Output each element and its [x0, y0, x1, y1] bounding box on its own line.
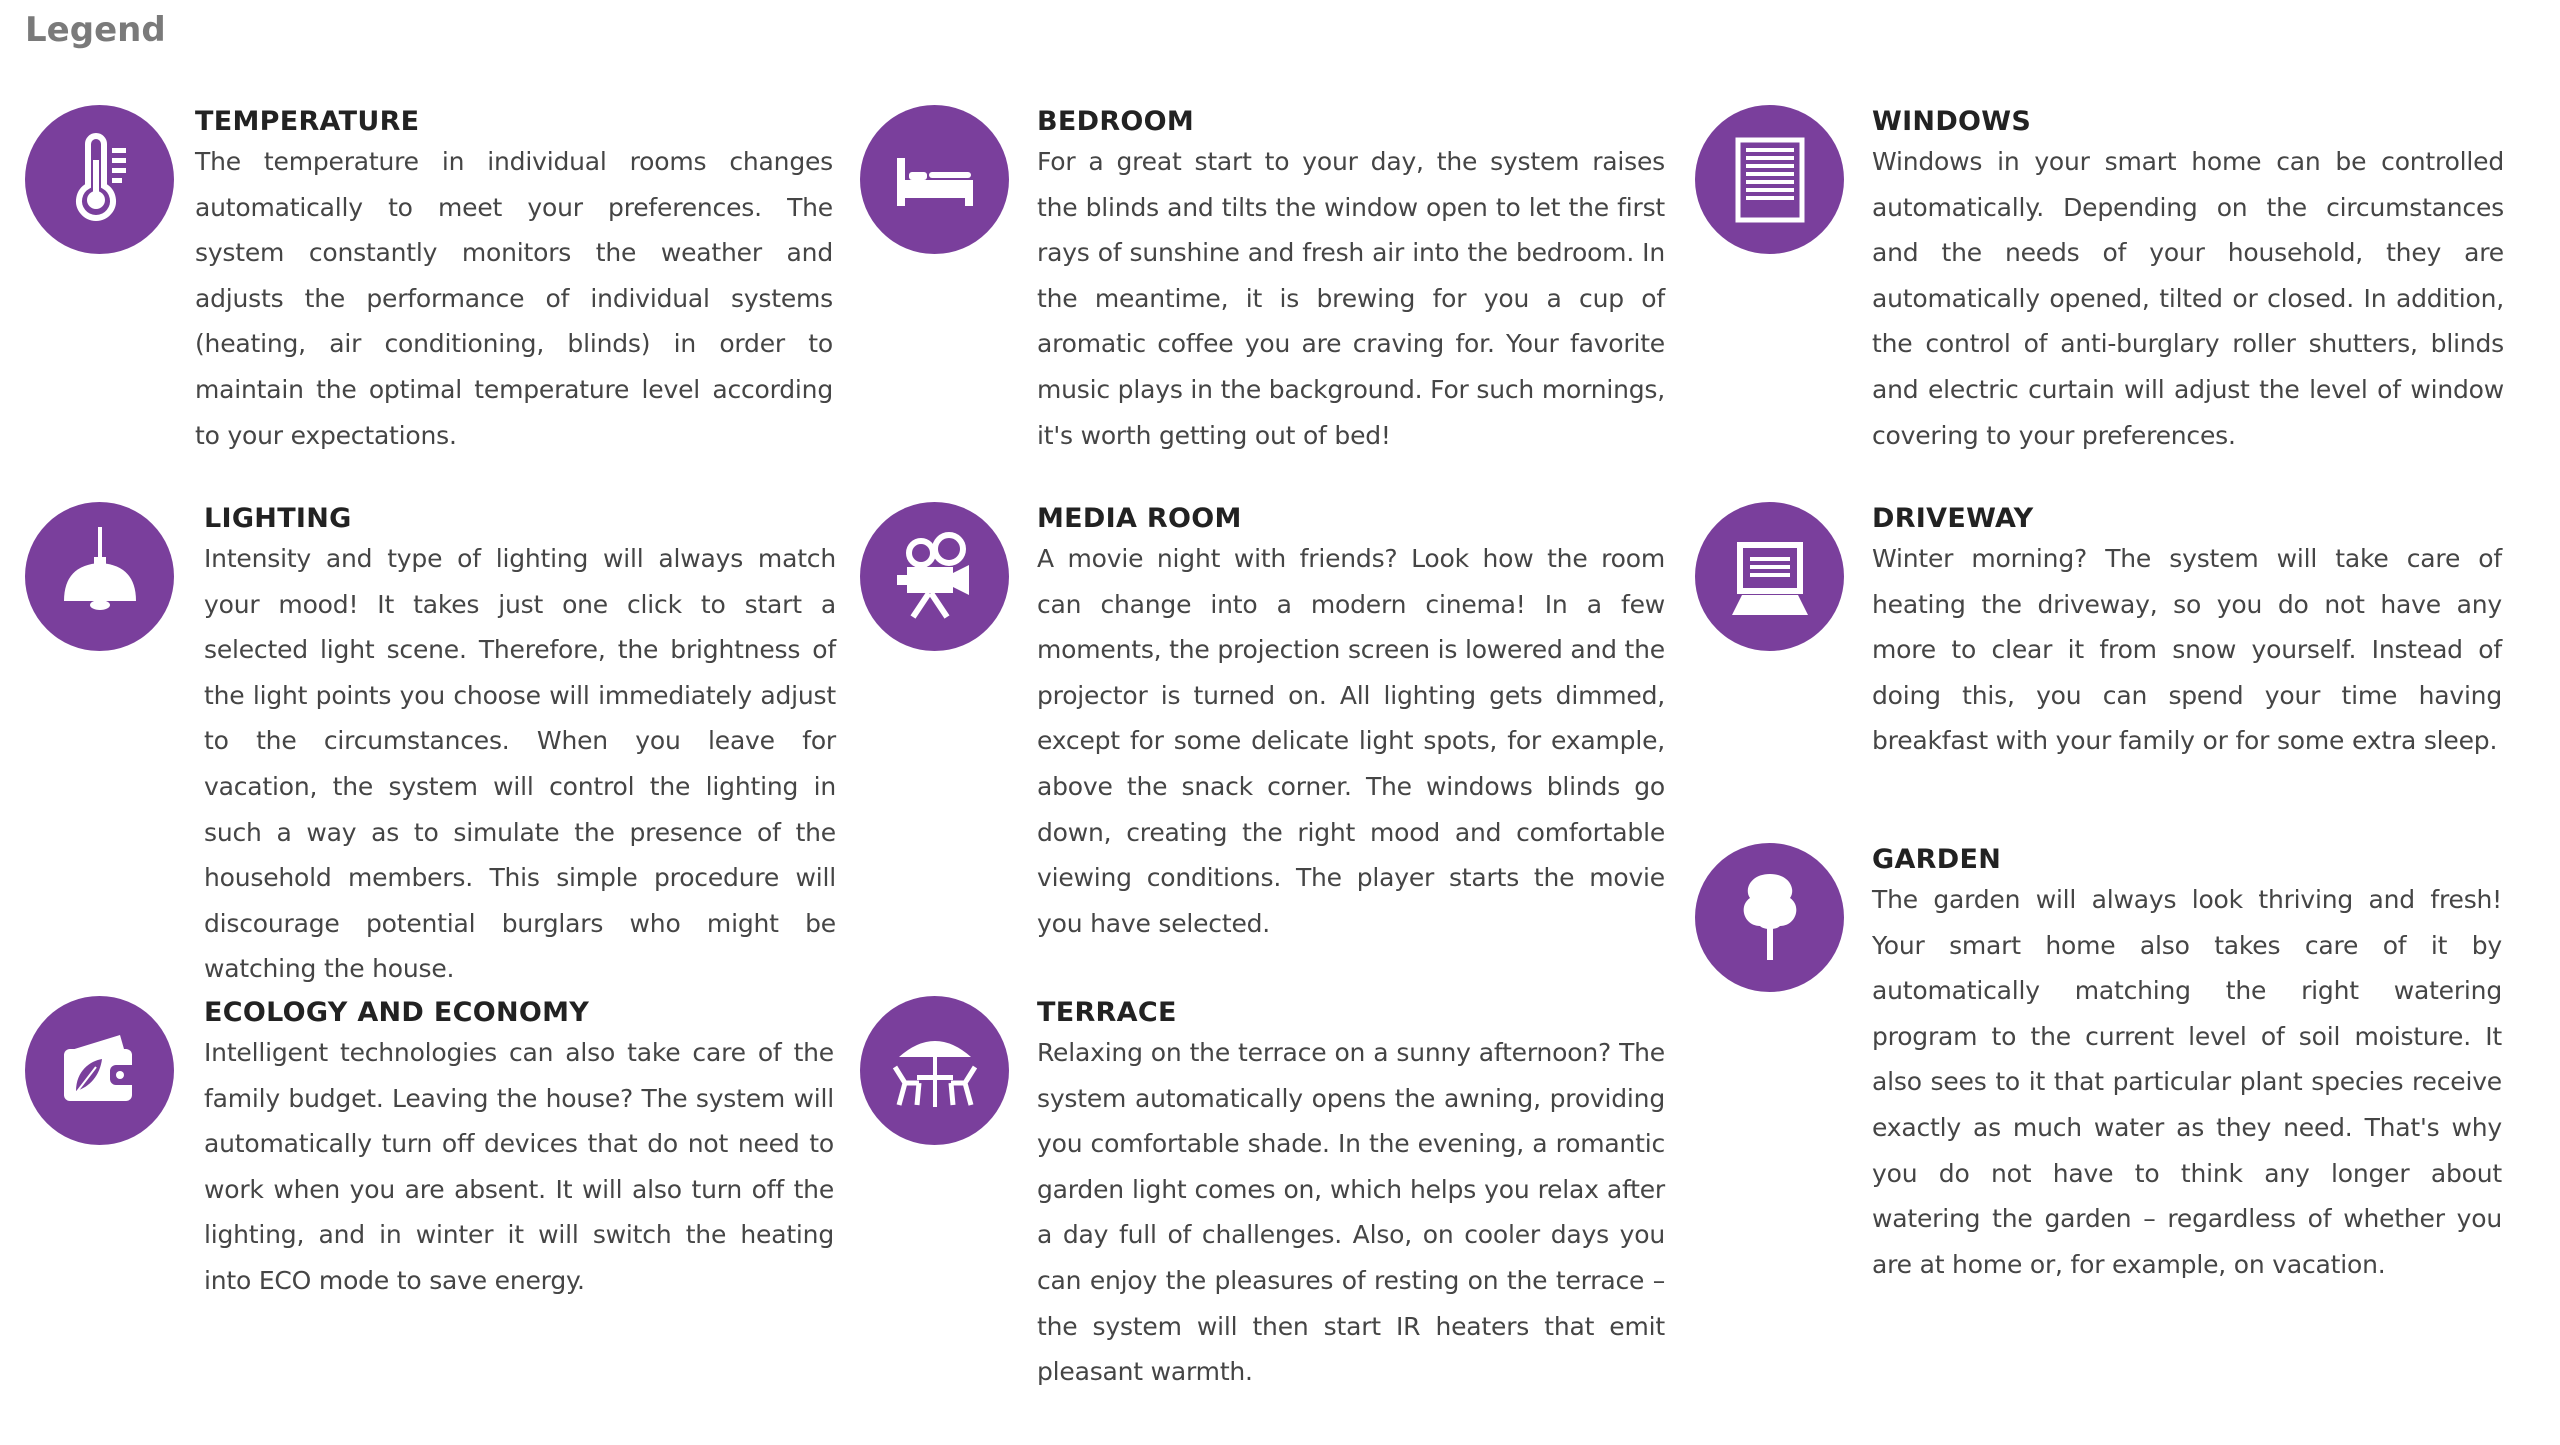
icon-circle [25, 105, 174, 254]
item-title: WINDOWS [1872, 106, 2032, 137]
item-description: The temperature in individual rooms changes automatically to meet your preferences. The system constantly monitors the weather and adjusts the performance of individual systems (heating, air conditioning, blinds) in order to maintain the optimal temperature level according to your expectations. [195, 147, 833, 450]
eco-wallet-icon [50, 1021, 150, 1121]
item-title: TEMPERATURE [195, 106, 420, 137]
icon-circle [860, 105, 1009, 254]
item-description: Relaxing on the terrace on a sunny afternoon? The system automatically opens the awning, providing you comfortable shade. In the evening, a romantic garden light comes on, which helps you relax after a day full of challenges. Also, on cooler days you can enjoy the pleasures of resting on the terrace – the system will then start IR heaters that emit pleasant warmth. [1037, 1038, 1665, 1387]
item-description: Windows in your smart home can be controlled automatically. Depending on the circumstances and the needs of your household, they are automatically opened, tilted or closed. In addition, the control of anti-burglary roller shutters, blinds and electric curtain will adjust the level of window covering to your preferences. [1872, 147, 2504, 450]
item-description: For a great start to your day, the system raises the blinds and tilts the window open to let the first rays of sunshine and fresh air into the bedroom. In the meantime, it is brewing for you a cup of aromatic coffee you are craving for. Your favorite music plays in the background. For such mornings, it's worth getting out of bed! [1037, 147, 1665, 450]
icon-circle [1695, 843, 1844, 992]
item-title: ECOLOGY AND ECONOMY [204, 997, 590, 1028]
movie-camera-icon [885, 527, 985, 627]
patio-table-umbrella-icon [885, 1021, 985, 1121]
window-blinds-icon [1720, 130, 1820, 230]
item-title: MEDIA ROOM [1037, 503, 1242, 534]
item-description: Winter morning? The system will take care of heating the driveway, so you do not have any more to clear it from snow yourself. Instead of doing this, you can spend your time having breakfast with your family or for some extra sleep. [1872, 544, 2502, 756]
item-title: LIGHTING [204, 503, 352, 534]
item-title: BEDROOM [1037, 106, 1195, 137]
item-description: Intelligent technologies can also take care of the family budget. Leaving the house? The system will automatically turn off devices that do not need to work when you are absent. It will also turn off the lighting, and in winter it will switch the heating into ECO mode to save energy. [204, 1038, 834, 1295]
icon-circle [860, 996, 1009, 1145]
item-title: DRIVEWAY [1872, 503, 2034, 534]
item-description: A movie night with friends? Look how the room can change into a modern cinema! In a few moments, the projection screen is lowered and the projector is turned on. All lighting gets dimmed, except for some delicate light spots, for example, above the snack corner. The windows blinds go down, creating the right mood and comfortable viewing conditions. The player starts the movie you have selected. [1037, 544, 1665, 938]
icon-circle [25, 996, 174, 1145]
icon-circle [860, 502, 1009, 651]
item-title: GARDEN [1872, 844, 2002, 875]
icon-circle [25, 502, 174, 651]
icon-circle [1695, 105, 1844, 254]
thermometer-icon [50, 130, 150, 230]
legend-title: Legend [25, 10, 166, 50]
garage-icon [1720, 527, 1820, 627]
item-description: The garden will always look thriving and fresh! Your smart home also takes care of it by automatically matching the right watering program to the current level of soil moisture. It also sees to it that particular plant species receive exactly as much water as they need. That's why you do not have to think any longer about watering the garden – regardless of whether you are at home or, for example, on vacation. [1872, 885, 2502, 1279]
icon-circle [1695, 502, 1844, 651]
item-title: TERRACE [1037, 997, 1177, 1028]
pendant-lamp-icon [50, 527, 150, 627]
item-description: Intensity and type of lighting will always match your mood! It takes just one click to start a selected light scene. Therefore, the brightness of the light points you choose will immediately adjust to the circumstances. When you leave for vacation, the system will control the lighting in such a way as to simulate the presence of the household members. This simple procedure will discourage potential burglars who might be watching the house. [204, 544, 836, 984]
bed-icon [885, 130, 985, 230]
tree-icon [1720, 868, 1820, 968]
